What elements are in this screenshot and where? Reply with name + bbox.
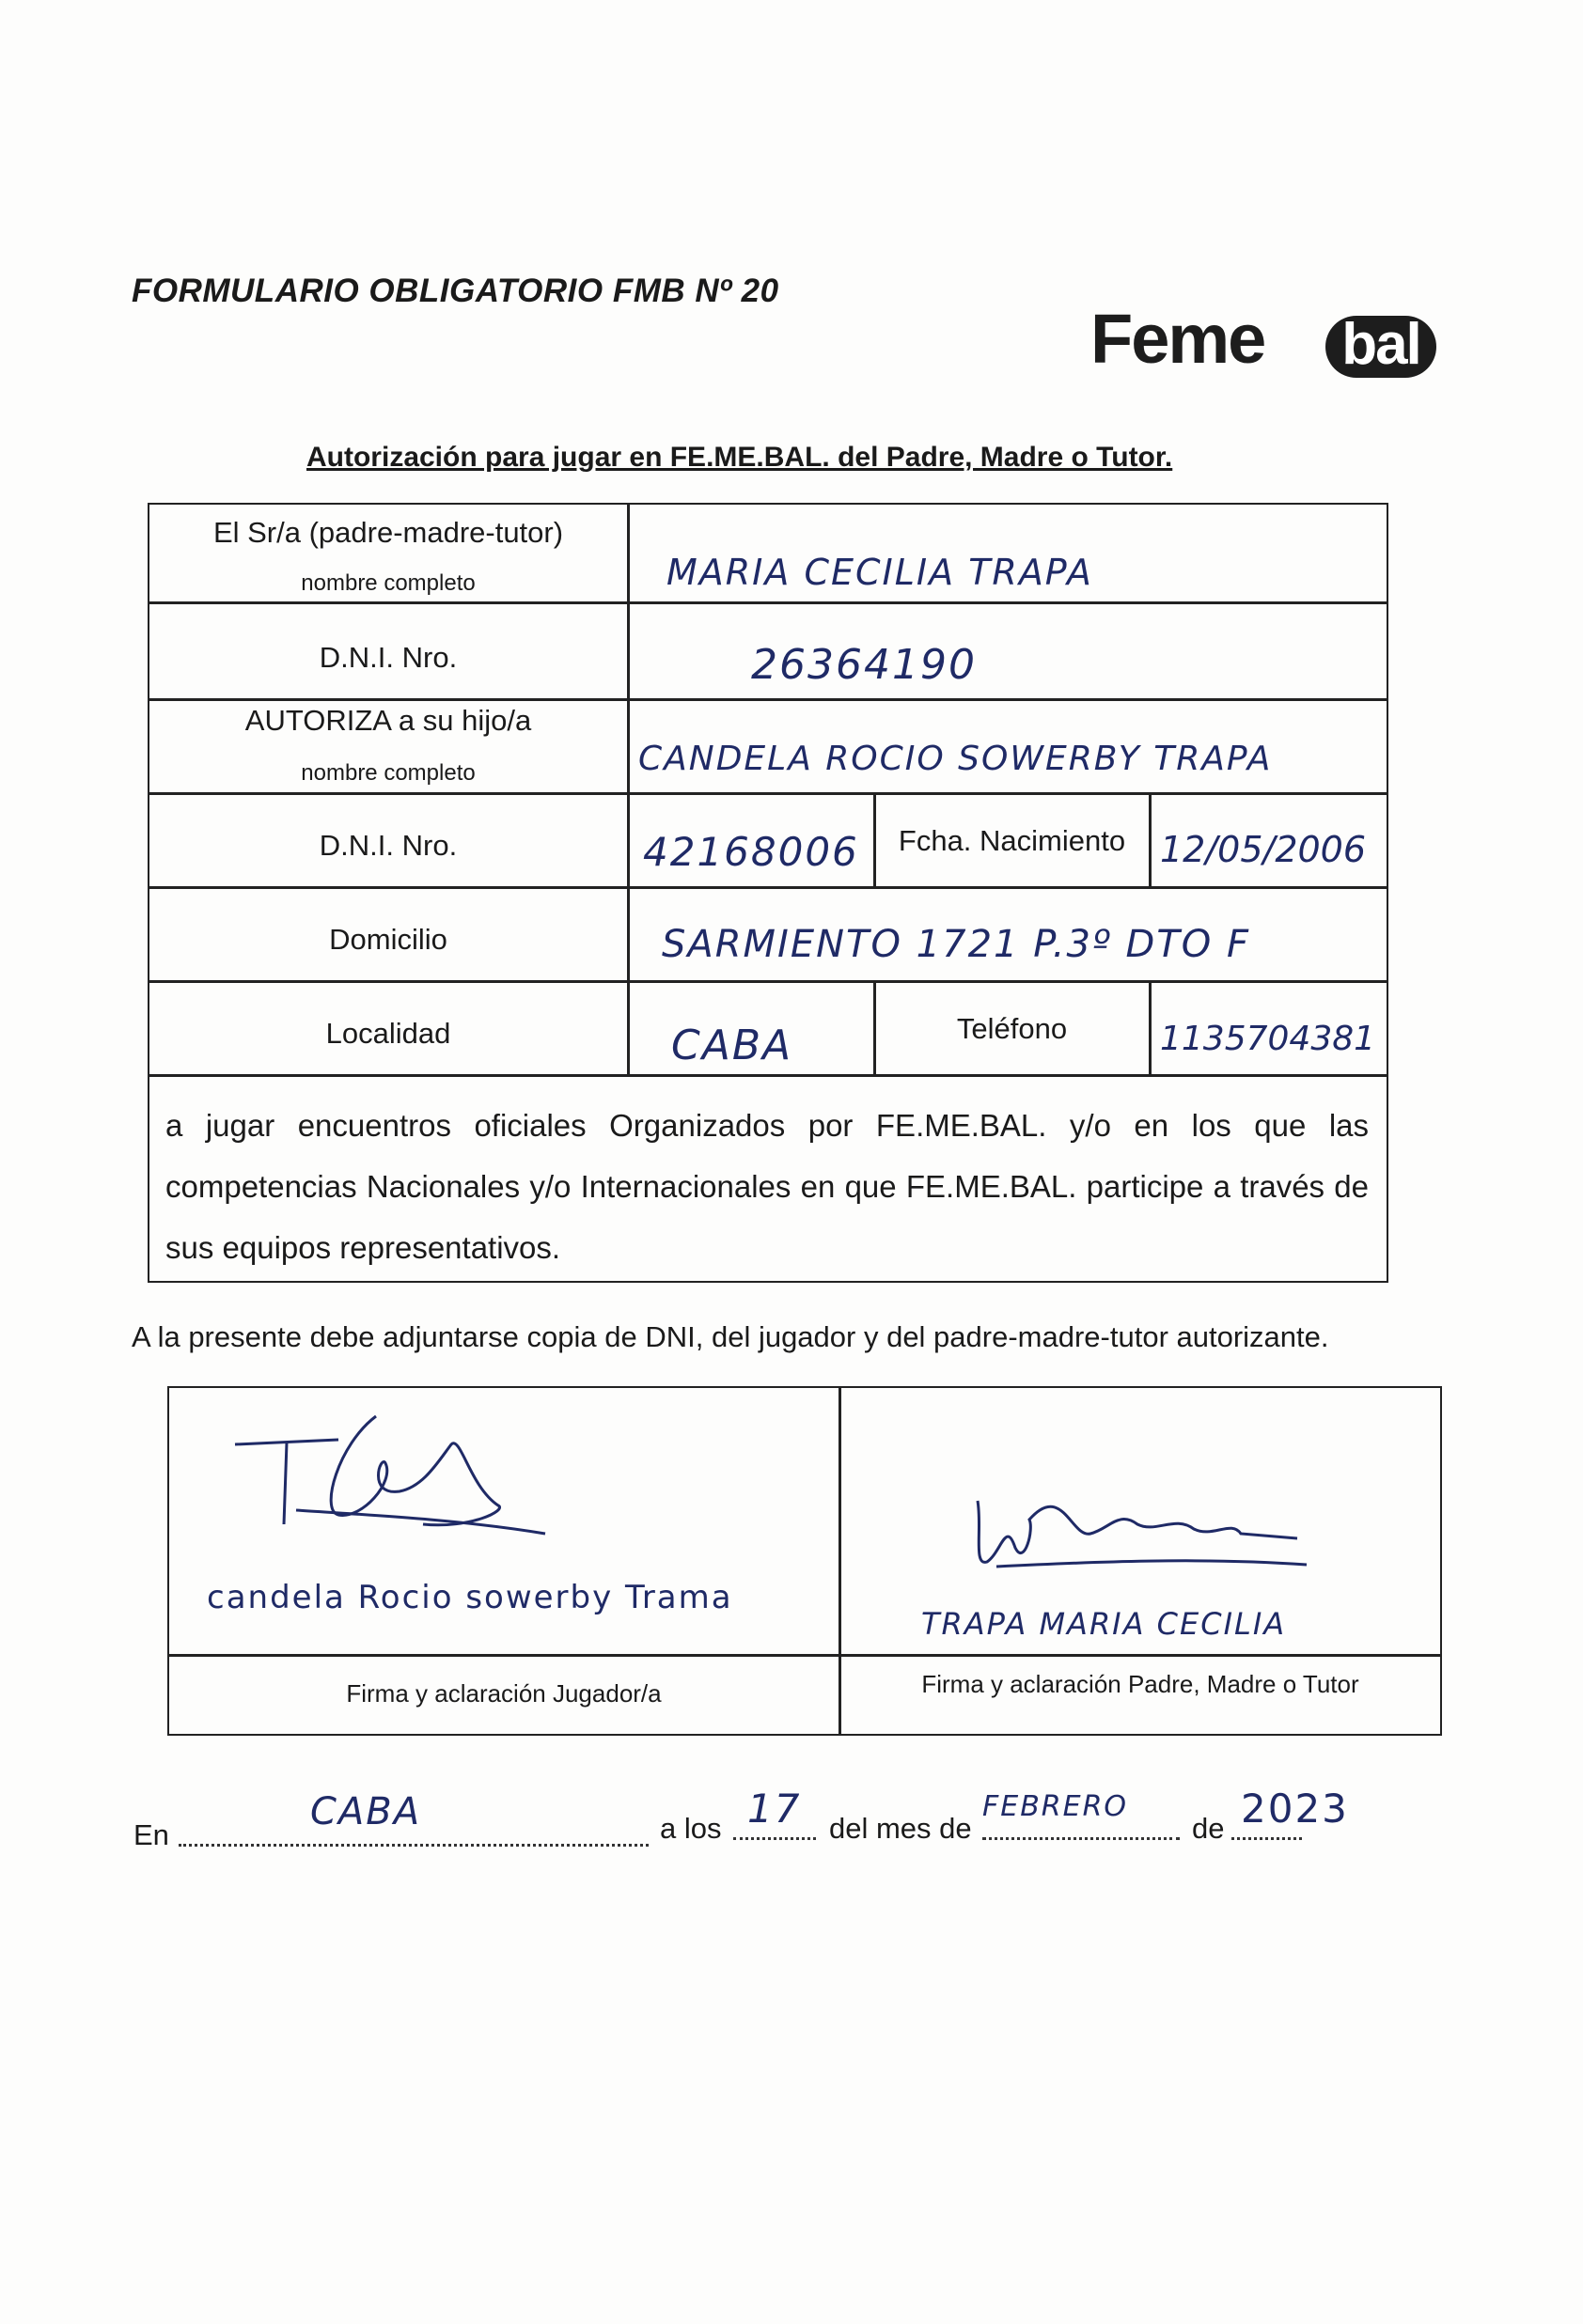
- phone-label: Teléfono: [956, 1012, 1068, 1045]
- parent-signature: [959, 1463, 1335, 1585]
- parent-caption: Firma y aclaración Padre, Madre o Tutor: [921, 1670, 1359, 1698]
- femebal-logo: [1090, 299, 1448, 393]
- form-title: FORMULARIO OBLIGATORIO FMB Nº 20: [132, 273, 779, 309]
- address-value: SARMIENTO 1721 P.3º DTO F: [662, 923, 1250, 966]
- parent-dni-label: D.N.I. Nro.: [319, 641, 458, 674]
- logo-text: Feme: [1090, 300, 1265, 378]
- signature-box: [167, 1386, 1442, 1736]
- player-caption: Firma y aclaración Jugador/a: [346, 1679, 662, 1708]
- phone-value: 1135704381: [1160, 1020, 1376, 1058]
- footer-a-los-label: a los: [660, 1812, 722, 1845]
- player-printed-name: candela Rocio sowerby Trama: [207, 1579, 733, 1616]
- child-sublabel: nombre completo: [301, 760, 476, 786]
- birth-label: Fcha. Nacimiento: [898, 824, 1126, 857]
- footer-de-label: de: [1192, 1812, 1225, 1845]
- parent-label: El Sr/a (padre-madre-tutor): [212, 516, 564, 549]
- city-value: CABA: [671, 1022, 793, 1069]
- footer-month-value: FEBRERO: [982, 1790, 1129, 1823]
- child-label: AUTORIZA a su hijo/a: [244, 704, 532, 737]
- footer-place-dots: [179, 1844, 649, 1847]
- birth-date-value: 12/05/2006: [1160, 829, 1367, 870]
- footer-del-mes-label: del mes de: [829, 1812, 972, 1845]
- address-label: Domicilio: [329, 923, 447, 956]
- footer-en-label: En: [133, 1818, 169, 1851]
- footer-year-dots: [1231, 1837, 1302, 1840]
- footer-year-value: 2023: [1241, 1786, 1349, 1832]
- parent-sublabel: nombre completo: [301, 570, 476, 596]
- footer-place-value: CABA: [310, 1790, 422, 1833]
- city-label: Localidad: [325, 1017, 451, 1050]
- authorization-text: a jugar encuentros oficiales Organizados por FE.ME.BAL. y/o en los que las competencias Nacionales y/o Internacionales en que FE.ME.BAL. participe a través de sus equipos representativos.: [165, 1108, 1369, 1265]
- form-subtitle: Autorización para jugar en FE.ME.BAL. del Padre, Madre o Tutor.: [306, 442, 1173, 473]
- logo-pill: bal: [1325, 316, 1436, 378]
- footer-month-dots: [982, 1837, 1180, 1840]
- player-signature: [197, 1407, 573, 1557]
- child-dni-value: 42168006: [643, 829, 859, 875]
- footer-day-value: 17: [747, 1786, 802, 1832]
- attachment-note: A la presente debe adjuntarse copia de DNI, del jugador y del padre-madre-tutor autorizante.: [132, 1320, 1329, 1353]
- child-dni-label: D.N.I. Nro.: [319, 829, 458, 862]
- footer-day-dots: [733, 1837, 816, 1840]
- parent-dni-value: 26364190: [751, 641, 977, 689]
- parent-printed-name: TRAPA MARIA CECILIA: [921, 1606, 1287, 1642]
- child-name-value: CANDELA ROCIO SOWERBY TRAPA: [638, 740, 1273, 778]
- parent-name-value: MARIA CECILIA TRAPA: [666, 552, 1093, 593]
